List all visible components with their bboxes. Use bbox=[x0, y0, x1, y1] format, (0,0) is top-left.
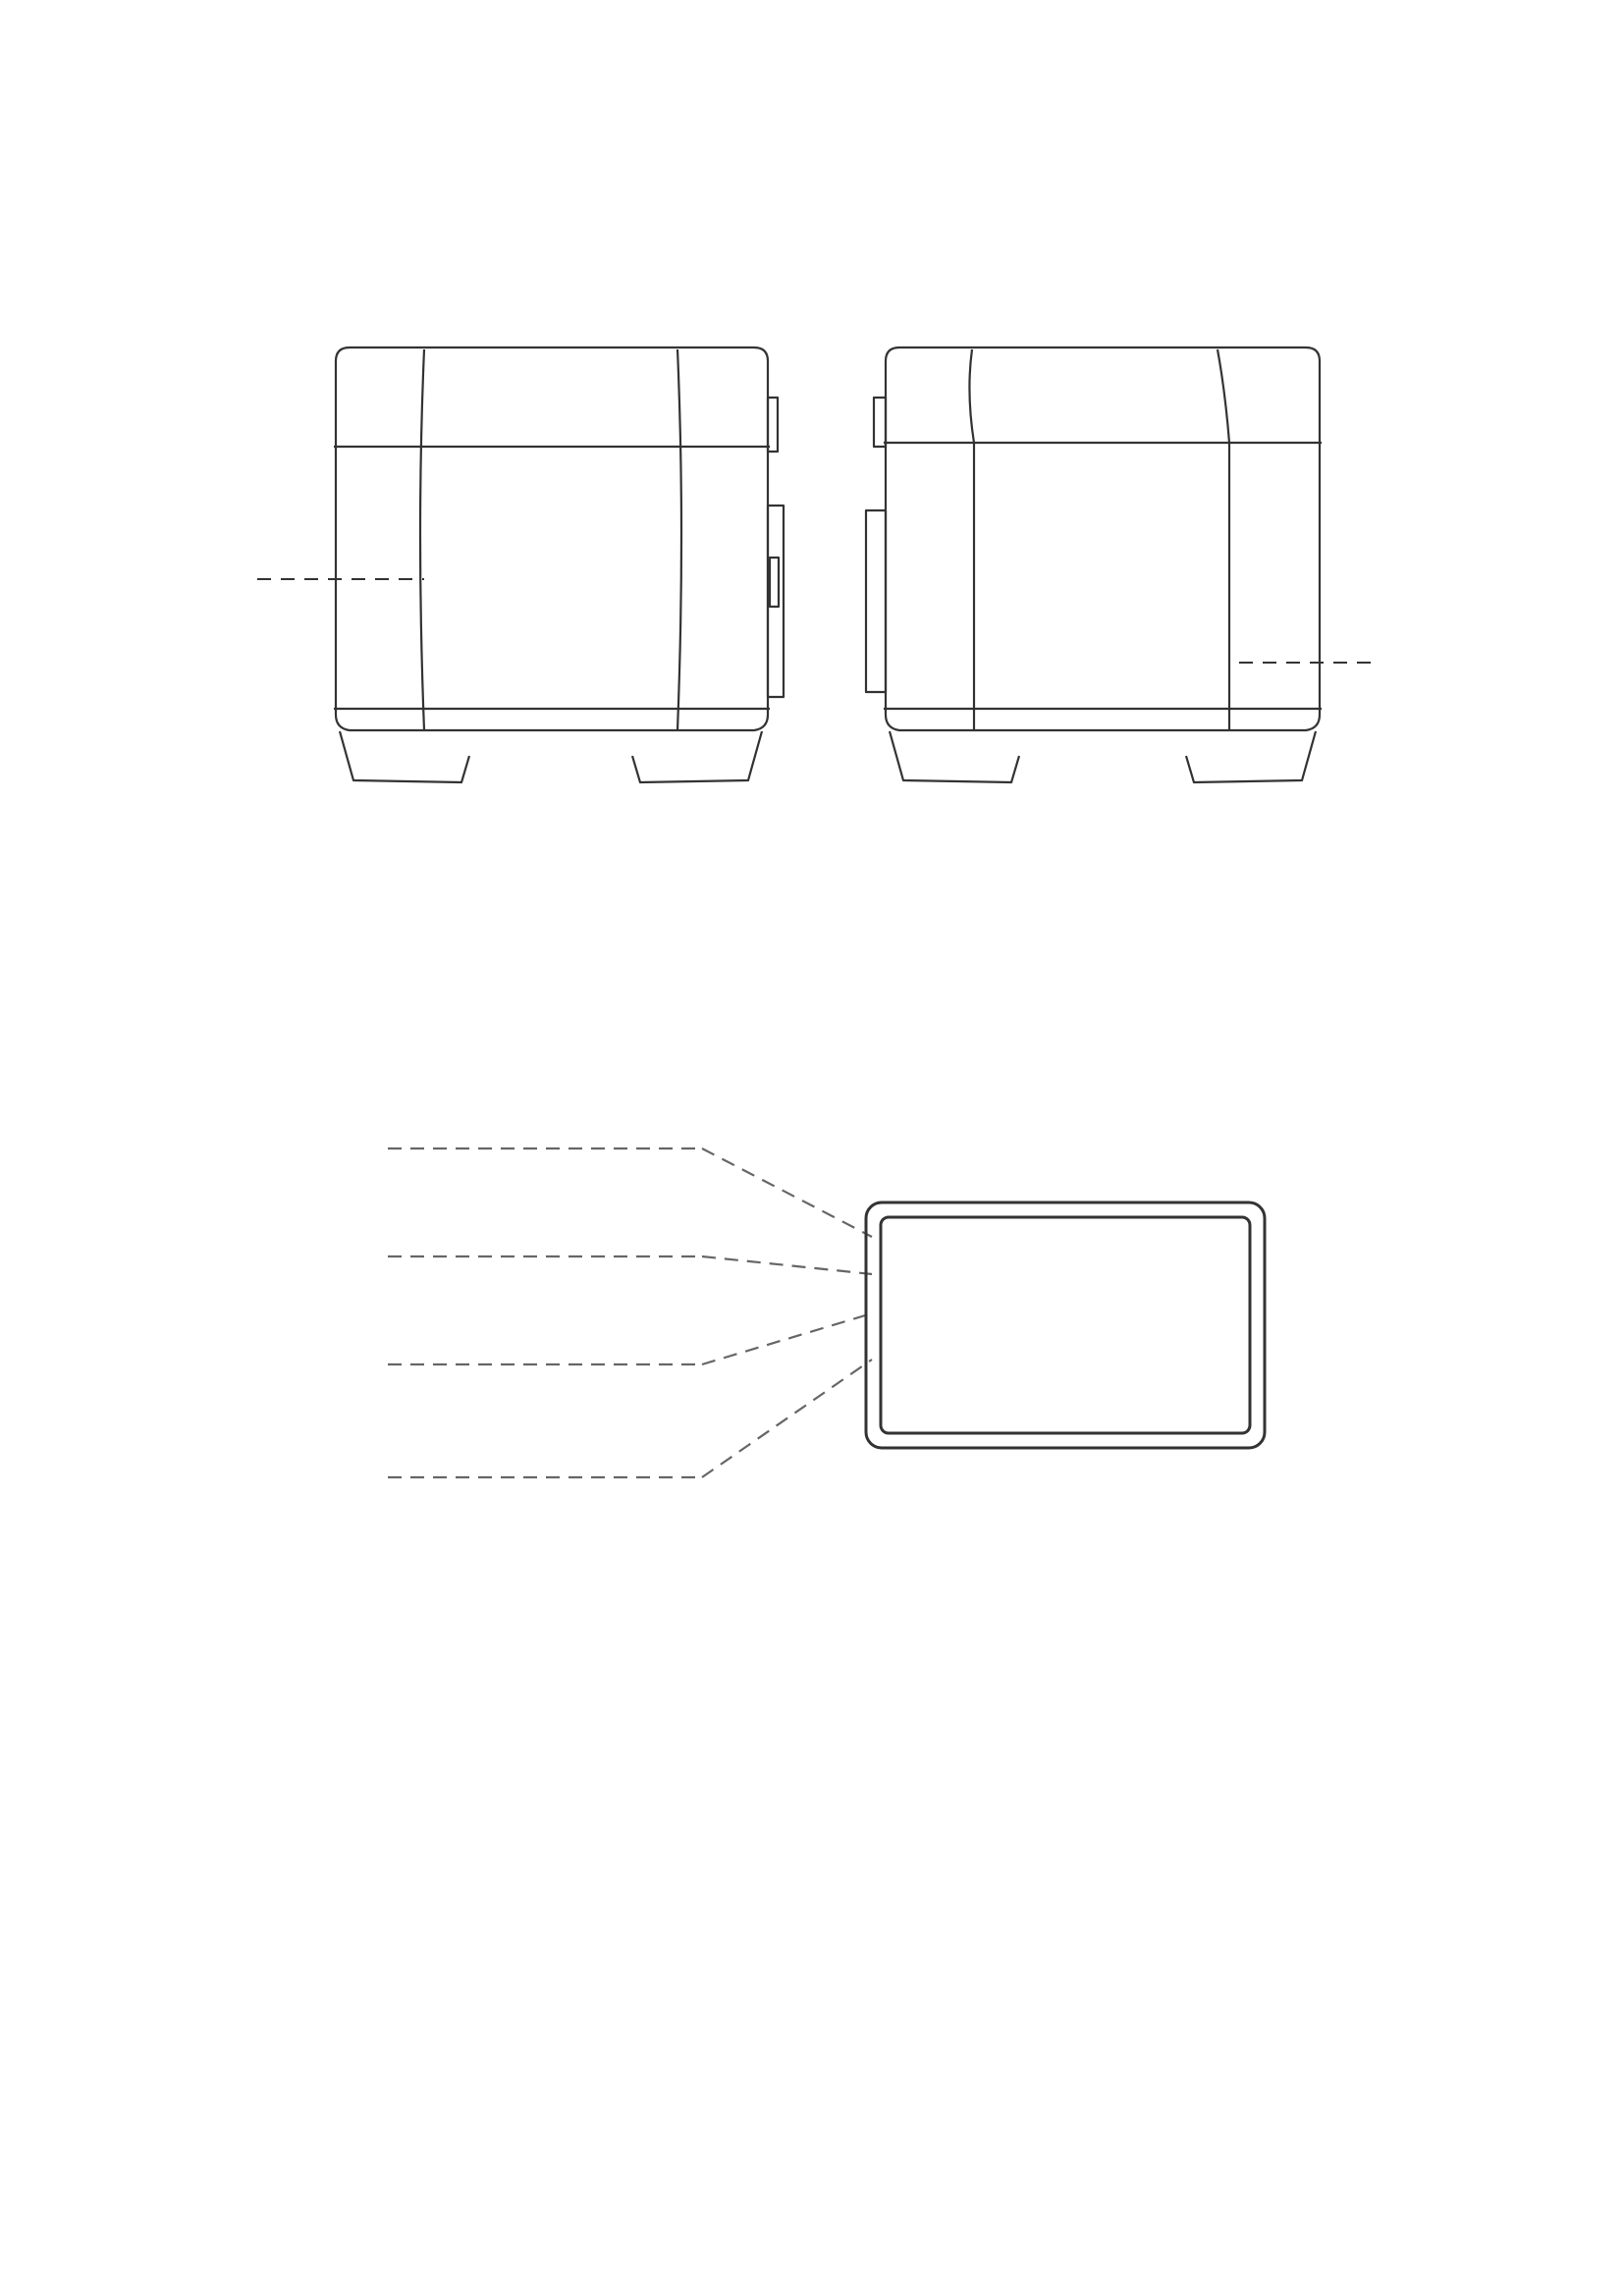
lcd-diagram bbox=[0, 1031, 1624, 1541]
side-view-drawings bbox=[0, 0, 1624, 834]
lcd-display bbox=[866, 1202, 1265, 1448]
right-unit-drawing bbox=[866, 347, 1322, 782]
left-unit-drawing bbox=[334, 347, 784, 782]
